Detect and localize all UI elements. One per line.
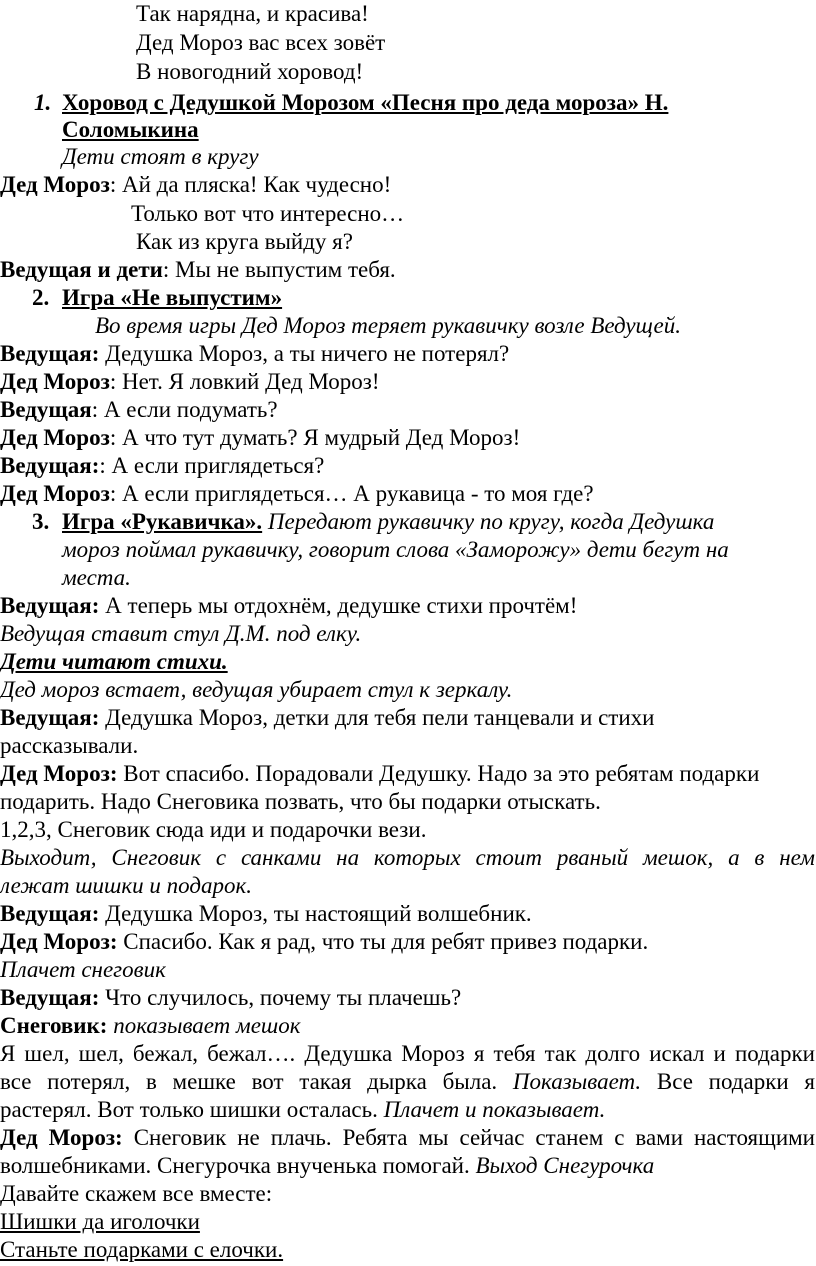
- speaker: Ведущая:: [0, 341, 100, 366]
- poem-line: В новогодний хоровод!: [136, 59, 364, 84]
- item-title-line: Соломыкина: [62, 117, 199, 142]
- item-title: [62, 116, 199, 144]
- list-number: 2.: [32, 285, 50, 310]
- speech: Дедушка Мороз, ты настоящий волшебник.: [99, 901, 532, 926]
- speaker: Дед Мороз:: [0, 761, 118, 786]
- stage-direction-text: Показывает.: [512, 1069, 642, 1094]
- speaker: Ведущая:: [0, 705, 100, 730]
- speech: Дедушка Мороз, детки для тебя пели танцевали и стихи: [99, 705, 655, 730]
- speaker: Ведущая:: [0, 901, 100, 926]
- speaker: Дед Мороз: [0, 481, 110, 506]
- dialogue-line: [0, 984, 461, 1012]
- stage-direction-text: Ведущая ставит стул Д.М. под елку.: [0, 621, 362, 646]
- stage-direction: [0, 844, 815, 872]
- dialogue-line: [0, 368, 380, 396]
- stage-direction-text: показывает мешок: [107, 1013, 301, 1038]
- stage-direction: [0, 872, 252, 900]
- stage-direction-text: Плачет и показывает.: [383, 1097, 606, 1122]
- speech-continuation: Как из круга выйду я?: [136, 229, 353, 254]
- dialogue-line: [0, 424, 520, 452]
- stage-direction-text: Выходит, Снеговик с санками на которых стоит рваный мешок, а в нем: [0, 845, 815, 870]
- speech-continuation: рассказывали.: [0, 733, 139, 758]
- item-title: [62, 508, 714, 536]
- stage-direction: [0, 620, 361, 648]
- stage-direction: [62, 143, 259, 171]
- speaker: Дед Мороз:: [0, 929, 118, 954]
- speech-continuation: Только вот что интересно…: [131, 201, 405, 226]
- dialogue-line: [0, 704, 654, 732]
- speaker: Дед Мороз: [0, 172, 110, 197]
- speaker: Ведущая:: [0, 593, 100, 618]
- stage-direction: [62, 564, 131, 592]
- item-title: [62, 284, 282, 312]
- stage-direction: [0, 956, 166, 984]
- item-title-line: Игра «Рукавичка».: [62, 509, 263, 534]
- speech: волшебниками. Снегурочка внученька помогай.: [0, 1153, 470, 1178]
- stage-direction-text: Плачет снеговик: [0, 957, 166, 982]
- speech-continuation: [0, 1068, 815, 1096]
- chant-line: [0, 1208, 200, 1236]
- speech: : А если подумать?: [91, 397, 278, 422]
- item-title-line: Хоровод с Дедушкой Морозом «Песня про деда мороза» Н.: [62, 90, 669, 115]
- stage-direction-text: Дед мороз встает, ведущая убирает стул к зеркалу.: [0, 677, 513, 702]
- stage-direction: [95, 312, 681, 340]
- speech: А теперь мы отдохнём, дедушке стихи прочтём!: [99, 593, 578, 618]
- speech-continuation: подарить. Надо Снеговика позвать, что бы подарки отыскать.: [0, 789, 601, 814]
- speech: все потерял, в мешке вот такая дырка была.: [0, 1069, 498, 1094]
- speaker: Дед Мороз: [0, 425, 110, 450]
- chant-text: Шишки да иголочки: [0, 1209, 200, 1234]
- dialogue-line: [0, 592, 577, 620]
- speaker: Дед Мороз: [0, 369, 110, 394]
- speaker: Снеговик:: [0, 1013, 108, 1038]
- stage-direction-text: места.: [62, 565, 131, 590]
- stage-direction-text: Во время игры Дед Мороз теряет рукавичку возле Ведущей.: [95, 313, 681, 338]
- stage-direction-text: Передают рукавичку по кругу, когда Дедушка: [267, 509, 715, 534]
- speech: Что случилось, почему ты плачешь?: [99, 985, 462, 1010]
- dialogue-line: [0, 1012, 301, 1040]
- poem-line: Так нарядна, и красива!: [136, 1, 369, 26]
- speech-line: Давайте скажем все вместе:: [0, 1181, 273, 1206]
- dialogue-line: [0, 760, 759, 788]
- speech-continuation: 1,2,3, Снеговик сюда иди и подарочки вези.: [0, 817, 427, 842]
- chant-text: Станьте подарками с елочки.: [0, 1237, 284, 1262]
- speech: растерял. Вот только шишки осталась.: [0, 1097, 378, 1122]
- dialogue-line: [0, 256, 396, 284]
- speech-continuation: [0, 1040, 815, 1068]
- chant-line: [0, 1236, 283, 1264]
- speech: Спасибо. Как я рад, что ты для ребят привез подарки.: [117, 929, 649, 954]
- speech: : А если приглядеться… А рукавица - то моя где?: [109, 481, 594, 506]
- stage-direction: [0, 676, 512, 704]
- speech: Я шел, шел, бежал, бежал…. Дедушка Мороз я тебя так долго искал и подарки: [0, 1041, 815, 1066]
- section-heading-text: Дети читают стихи.: [0, 649, 228, 674]
- speaker: Дед Мороз:: [0, 1125, 123, 1150]
- speech: : А что тут думать? Я мудрый Дед Мороз!: [109, 425, 521, 450]
- item-title: [62, 89, 668, 117]
- dialogue-line: [0, 396, 278, 424]
- speaker: Ведущая: [0, 397, 92, 422]
- dialogue-line: [0, 928, 648, 956]
- speech-continuation: [0, 1152, 654, 1180]
- dialogue-line: [0, 900, 532, 928]
- speech: : Мы не выпустим тебя.: [162, 257, 396, 282]
- dialogue-line: [0, 480, 594, 508]
- speech: : Ай да пляска! Как чудесно!: [109, 172, 392, 197]
- item-title-line: Игра «Не выпустим»: [62, 285, 283, 310]
- poem-line: Дед Мороз вас всех зовёт: [136, 30, 386, 55]
- stage-direction-text: Выход Снегурочка: [475, 1153, 655, 1178]
- dialogue-line: [0, 171, 391, 199]
- speech: Снеговик не плачь. Ребята мы сейчас станем с вами настоящими: [122, 1125, 815, 1150]
- speech: : Нет. Я ловкий Дед Мороз!: [109, 369, 380, 394]
- list-number: 3.: [32, 509, 50, 534]
- section-heading: [0, 648, 228, 676]
- stage-direction: [62, 536, 729, 564]
- speech: : А если приглядеться?: [99, 453, 325, 478]
- speech: Все подарки я: [656, 1069, 815, 1094]
- speaker: Ведущая:: [0, 985, 100, 1010]
- dialogue-line: [0, 340, 509, 368]
- stage-direction-text: лежат шишки и подарок.: [0, 873, 253, 898]
- dialogue-line: [0, 1124, 815, 1152]
- speech-continuation: [0, 1096, 605, 1124]
- stage-direction-text: Дети стоят в кругу: [62, 144, 259, 169]
- list-number: 1.: [34, 90, 52, 115]
- dialogue-line: [0, 452, 324, 480]
- speaker: Ведущая и дети: [0, 257, 163, 282]
- speaker: Ведущая:: [0, 453, 100, 478]
- stage-direction-text: мороз поймал рукавичку, говорит слова «Заморожу» дети бегут на: [62, 537, 729, 562]
- speech: Вот спасибо. Порадовали Дедушку. Надо за это ребятам подарки: [117, 761, 760, 786]
- speech: Дедушка Мороз, а ты ничего не потерял?: [99, 341, 510, 366]
